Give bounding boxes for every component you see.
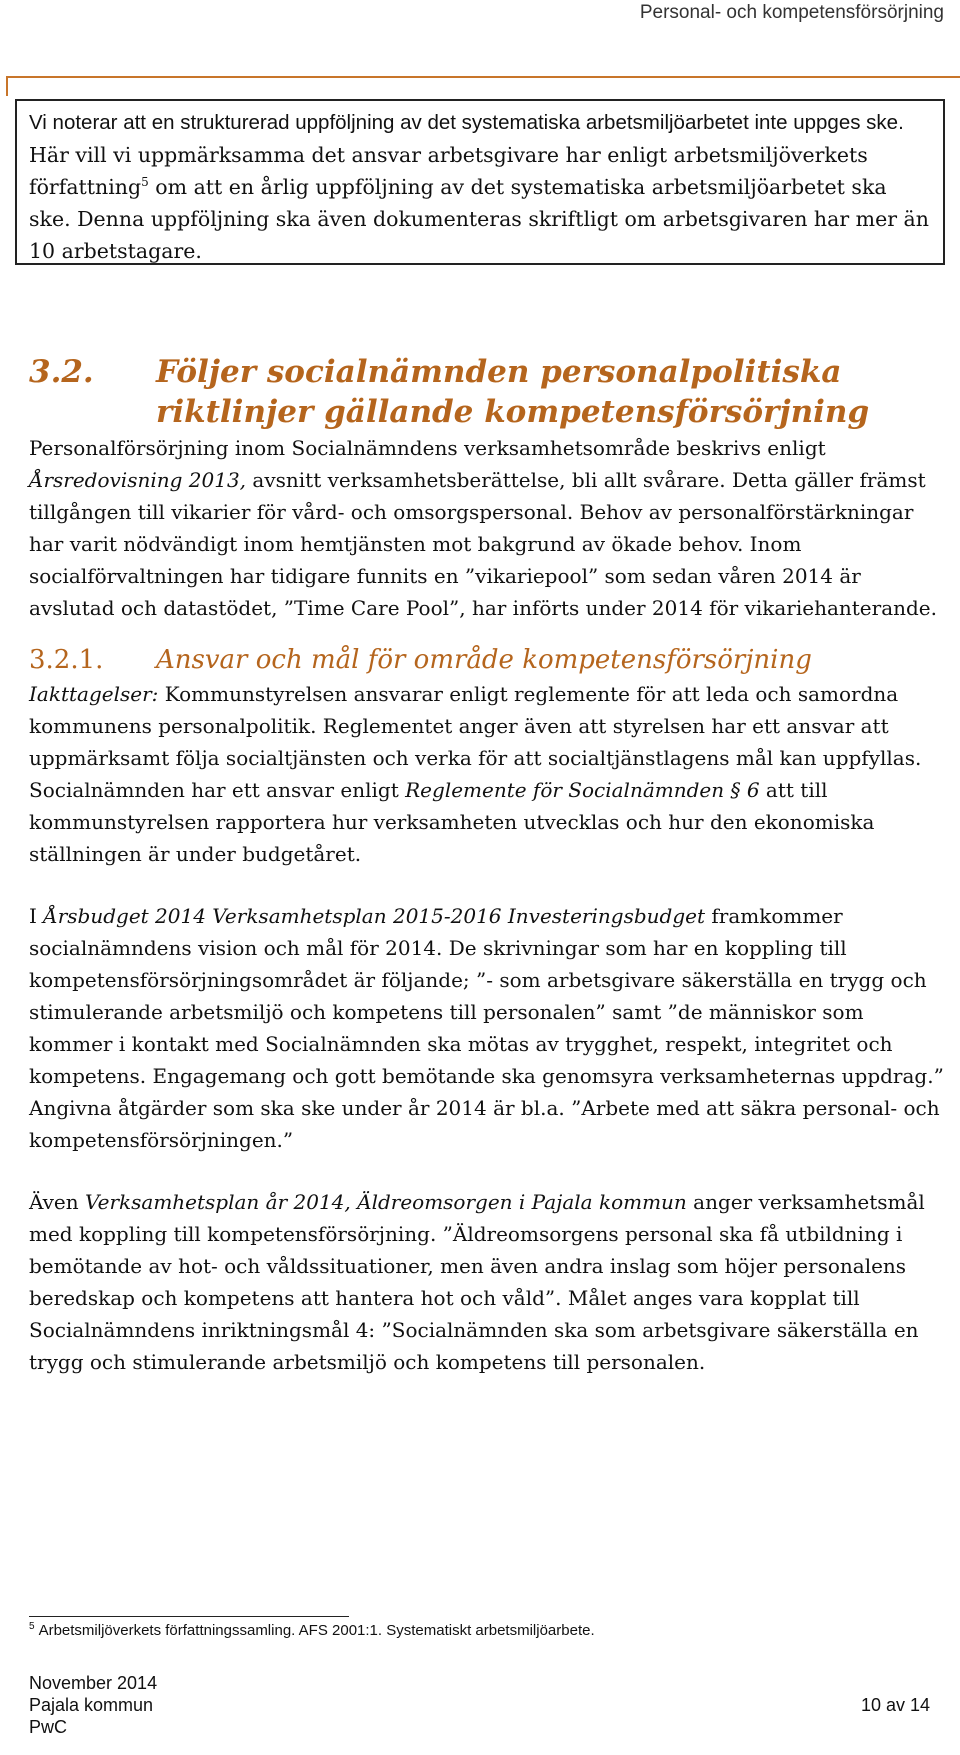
highlight-box-body: Här vill vi uppmärksamma det ansvar arbetsgivare har enligt arbetsmiljöverkets författning — [29, 143, 868, 199]
budget-paragraph — [29, 900, 949, 1156]
paragraph-text: Personalförsörjning inom Socialnämndens verksamhetsområde beskrivs enligt — [29, 436, 826, 460]
elderly-care-paragraph — [29, 1186, 949, 1378]
paragraph-text: Även — [29, 1190, 86, 1214]
footnote-number: 5 — [29, 1621, 35, 1632]
paragraph-text: I — [29, 904, 44, 928]
paragraph-text: att till kommunstyrelsen rapportera hur verksamheten utvecklas och hur den ekonomiska ställningen är under budgetåret. — [29, 778, 875, 866]
footnote-text: Arbetsmiljöverkets författningssamling. AFS 2001:1. Systematiskt arbetsmiljöarbete. — [38, 1622, 595, 1639]
page-number: 10 av 14 — [860, 1695, 930, 1715]
section-paragraph — [29, 432, 949, 624]
footnote-ref: 5 — [141, 175, 149, 190]
paragraph-text: Kommunstyrelsen ansvarar enligt reglemente för att leda och samordna kommunens personalpolitik. Reglementet anger även att styrelsen har ett ansvar att uppmärksamt följa socialtjänsten och verka för att socialtjänstlagens mål kan uppfyllas. Socialnämnden har ett ansvar enligt — [29, 682, 922, 802]
document-reference: Verksamhetsplan år 2014, Äldreomsorgen i Pajala kommun — [85, 1190, 687, 1214]
header-rule — [6, 76, 960, 78]
section-title: Följer socialnämnden personalpolitiska riktlinjer gällande kompetensförsörjning — [156, 354, 870, 430]
document-reference: Årsbudget 2014 Verksamhetsplan 2015-2016 Investeringsbudget — [43, 904, 705, 928]
subsection-heading — [29, 642, 949, 678]
subsection-number: 3.2.1. — [29, 645, 104, 675]
paragraph-text: anger verksamhetsmål med koppling till kompetensförsörjning. ”Äldreomsorgens personal ska få utbildning i bemötande av hot- och våldssituationer, men även andra inslag som höjer personalens beredskap och kompetens att hantera hot och våld”. Målet anges vara kopplat till Socialnämndens inriktningsmål 4: ”Socialnämnden ska som arbetsgivare säkerställa en trygg och stimulerande arbetsmiljö och kompetens till personalen. — [29, 1190, 925, 1374]
highlight-box-lead: Vi noterar att en strukturerad uppföljning av det systematiska arbetsmiljöarbetet inte uppges ske. — [29, 111, 904, 134]
subsection-title: Ansvar och mål för område kompetensförsörjning — [156, 645, 812, 675]
paragraph-text: framkommer socialnämndens vision och mål för 2014. De skrivningar som har en koppling till kompetensförsörjningsområdet är följande; ”- som arbetsgivare säkerställa en trygg och stimulerande arbetsmiljö och kompetens till personalen” samt ”de människor som kommer i kontakt med Socialnämnden ska mötas av trygghet, respekt, integritet och kompetens. Engagemang och gott bemötande ska genomsyra verksamheternas uppdrag.” Angivna åtgärder som ska ske under år 2014 är bl.a. ”Arbete med att säkra personal- och kompetensförsörjningen.” — [29, 904, 944, 1152]
document-reference: Årsredovisning 2013, — [29, 468, 247, 492]
footnote — [29, 1620, 595, 1642]
observations-paragraph — [29, 678, 949, 870]
section-number: 3.2. — [29, 354, 94, 390]
running-header: Personal- och kompetensförsörjning — [639, 2, 944, 23]
observations-label: Iakttagelser: — [29, 682, 159, 706]
document-reference: Reglemente för Socialnämnden § 6 — [405, 778, 760, 802]
footnote-separator — [29, 1616, 349, 1617]
highlight-box — [15, 99, 945, 265]
footer-firm: PwC — [29, 1717, 68, 1737]
page-footer — [29, 1672, 930, 1738]
section-heading — [29, 352, 949, 432]
header-rule-tick — [6, 76, 8, 96]
highlight-box-text — [17, 101, 943, 267]
highlight-box-body-end: om att en årlig uppföljning av det systematiska arbetsmiljöarbetet ska ske. Denna uppföljning ska även dokumenteras skriftligt om arbetsgivaren har mer än 10 arbetstagare. — [29, 175, 929, 263]
paragraph-text: avsnitt verksamhetsberättelse, bli allt svårare. Detta gäller främst tillgången till vikarier för vård- och omsorgspersonal. Behov av personalförstärkningar har varit nödvändigt inom hemtjänsten mot bakgrund av ökade behov. Inom socialförvaltningen har tidigare funnits en ”vikariepool” som sedan våren 2014 är avslutad och datastödet, ”Time Care Pool”, har införts under 2014 för vikariehanterande. — [29, 468, 937, 620]
main-content — [29, 352, 949, 1378]
footer-date: November 2014 — [29, 1673, 158, 1693]
footer-organization: Pajala kommun — [29, 1695, 154, 1715]
